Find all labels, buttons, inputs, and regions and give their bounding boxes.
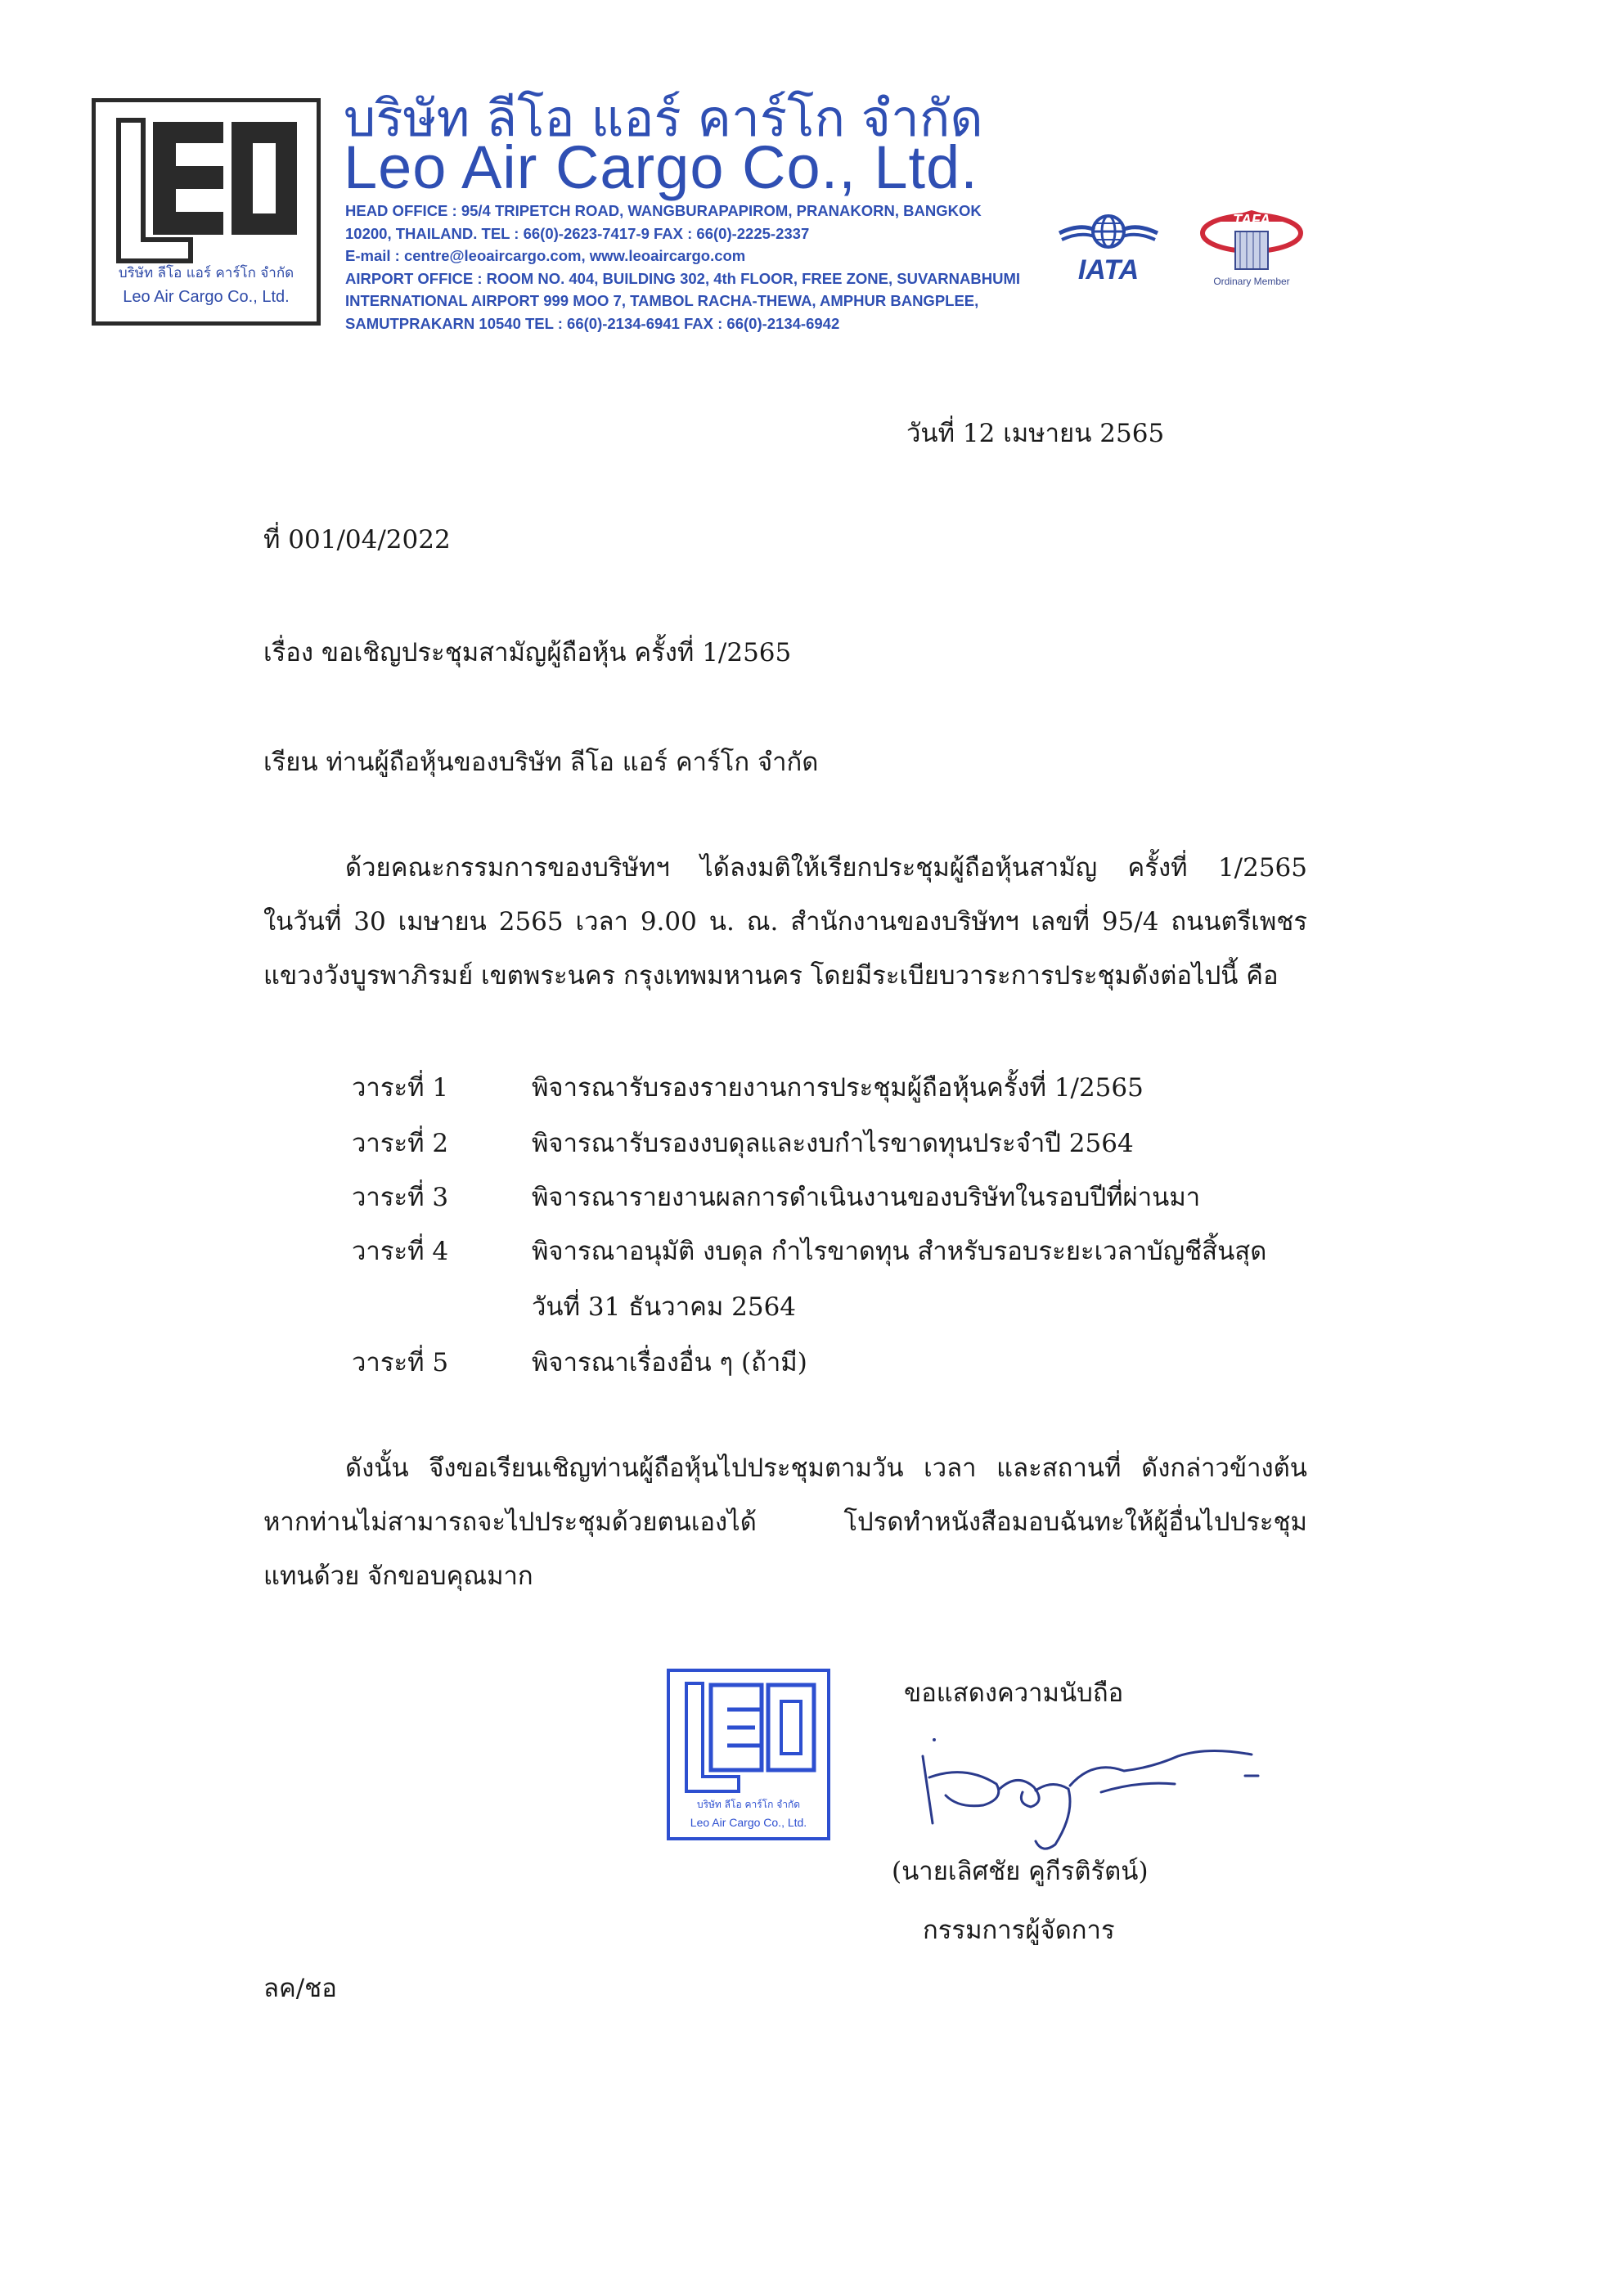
contact-line: E-mail : centre@leoaircargo.com, www.leoaircargo.com xyxy=(345,247,746,264)
logo-caption-th: บริษัท ลีโอ แอร์ คาร์โก จำกัด xyxy=(118,265,294,281)
address-line: AIRPORT OFFICE : ROOM NO. 404, BUILDING 302, 4th FLOOR, FREE ZONE, SUVARNABHUMI xyxy=(345,269,1021,287)
closing-phrase: ขอแสดงความนับถือ xyxy=(904,1678,1124,1708)
agenda-label-5: วาระที่ 5 xyxy=(352,1348,449,1377)
logo-caption-en: Leo Air Cargo Co., Ltd. xyxy=(123,288,290,306)
agenda-item-2: พิจารณารับรองงบดุลและงบกำไรขาดทุนประจำปี 2564 xyxy=(532,1129,1134,1158)
company-name-th: บริษัท ลีโอ แอร์ คาร์โก จำกัด xyxy=(344,88,983,148)
company-name-en: Leo Air Cargo Co., Ltd. xyxy=(344,133,978,201)
signer-name: (นายเลิศชัย คูกีรติรัตน์) xyxy=(892,1857,1149,1886)
tafa-member-label: Ordinary Member xyxy=(1213,276,1290,287)
address-line: INTERNATIONAL AIRPORT 999 MOO 7, TAMBOL RACHA-THEWA, AMPHUR BANGPLEE, xyxy=(345,292,979,309)
agenda-label-4: วาระที่ 4 xyxy=(352,1237,449,1266)
stamp-logo-mark xyxy=(681,1680,819,1795)
company-logo xyxy=(92,98,321,326)
globe-icon xyxy=(1055,209,1162,258)
agenda-label-2: วาระที่ 2 xyxy=(352,1129,449,1158)
company-address xyxy=(345,200,1020,335)
address-line: SAMUTPRAKARN 10540 TEL : 66(0)-2134-6941 FAX : 66(0)-2134-6942 xyxy=(345,314,840,332)
address-line: 10200, THAILAND. TEL : 66(0)-2623-7417-9 FAX : 66(0)-2225-2337 xyxy=(345,224,810,242)
company-stamp xyxy=(667,1669,830,1840)
agenda-item-4: พิจารณาอนุมัติ งบดุล กำไรขาดทุน สำหรับรอบระยะเวลาบัญชีสิ้นสุด xyxy=(532,1237,1267,1266)
paragraph-line: ดังนั้น จึงขอเรียนเชิญท่านผู้ถือหุ้นไปประชุมตามวัน เวลา และสถานที่ ดังกล่าวข้างต้น xyxy=(345,1454,1307,1483)
tafa-emblem-icon xyxy=(1194,209,1309,276)
paragraph-line: ในวันที่ 30 เมษายน 2565 เวลา 9.00 น. ณ. สำนักงานของบริษัทฯ เลขที่ 95/4 ถนนตรีเพชร xyxy=(263,907,1307,937)
leo-logo-mark xyxy=(112,117,302,264)
paragraph-line: แทนด้วย จักขอบคุณมาก xyxy=(263,1561,533,1591)
paragraph-request xyxy=(263,1441,1307,1603)
agenda-item-5: พิจารณาเรื่องอื่น ๆ (ถ้ามี) xyxy=(532,1348,807,1377)
reference-number: ที่ 001/04/2022 xyxy=(263,525,451,555)
paragraph-line: ด้วยคณะกรรมการของบริษัทฯ ได้ลงมติให้เรียกประชุมผู้ถือหุ้นสามัญ ครั้งที่ 1/2565 xyxy=(345,853,1307,883)
iata-label: IATA xyxy=(1077,254,1140,285)
letter-date: วันที่ 12 เมษายน 2565 xyxy=(906,419,1165,448)
agenda-item-4-continued: วันที่ 31 ธันวาคม 2564 xyxy=(532,1292,797,1322)
letter-subject: เรื่อง ขอเชิญประชุมสามัญผู้ถือหุ้น ครั้งที่ 1/2565 xyxy=(263,638,792,667)
typist-initials: ลค/ชอ xyxy=(263,1974,337,2003)
handwritten-signature xyxy=(908,1722,1268,1853)
address-line: HEAD OFFICE : 95/4 TRIPETCH ROAD, WANGBURAPAPIROM, PRANAKORN, BANGKOK xyxy=(345,202,982,219)
agenda-label-1: วาระที่ 1 xyxy=(352,1073,449,1103)
paragraph-line: หากท่านไม่สามารถจะไปประชุมด้วยตนเองได้ โปรดทำหนังสือมอบฉันทะให้ผู้อื่นไปประชุม xyxy=(263,1507,1307,1537)
iata-logo xyxy=(1055,209,1162,290)
tafa-logo xyxy=(1194,209,1309,299)
agenda-item-1: พิจารณารับรองรายงานการประชุมผู้ถือหุ้นครั้งที่ 1/2565 xyxy=(532,1073,1144,1103)
signer-title: กรรมการผู้จัดการ xyxy=(923,1916,1115,1945)
stamp-caption-th: บริษัท ลีโอ คาร์โก จำกัด xyxy=(696,1799,801,1810)
letter-salutation: เรียน ท่านผู้ถือหุ้นของบริษัท ลีโอ แอร์ คาร์โก จำกัด xyxy=(263,748,819,777)
stamp-caption-en: Leo Air Cargo Co., Ltd. xyxy=(690,1816,807,1829)
tafa-label: TAFA xyxy=(1233,212,1270,228)
paragraph-line: แขวงวังบูรพาภิรมย์ เขตพระนคร กรุงเทพมหานคร โดยมีระเบียบวาระการประชุมดังต่อไปนี้ คือ xyxy=(263,961,1279,991)
agenda-label-3: วาระที่ 3 xyxy=(352,1183,449,1212)
paragraph-invitation xyxy=(263,841,1307,1003)
agenda-item-3: พิจารณารายงานผลการดำเนินงานของบริษัทในรอบปีที่ผ่านมา xyxy=(532,1183,1201,1212)
